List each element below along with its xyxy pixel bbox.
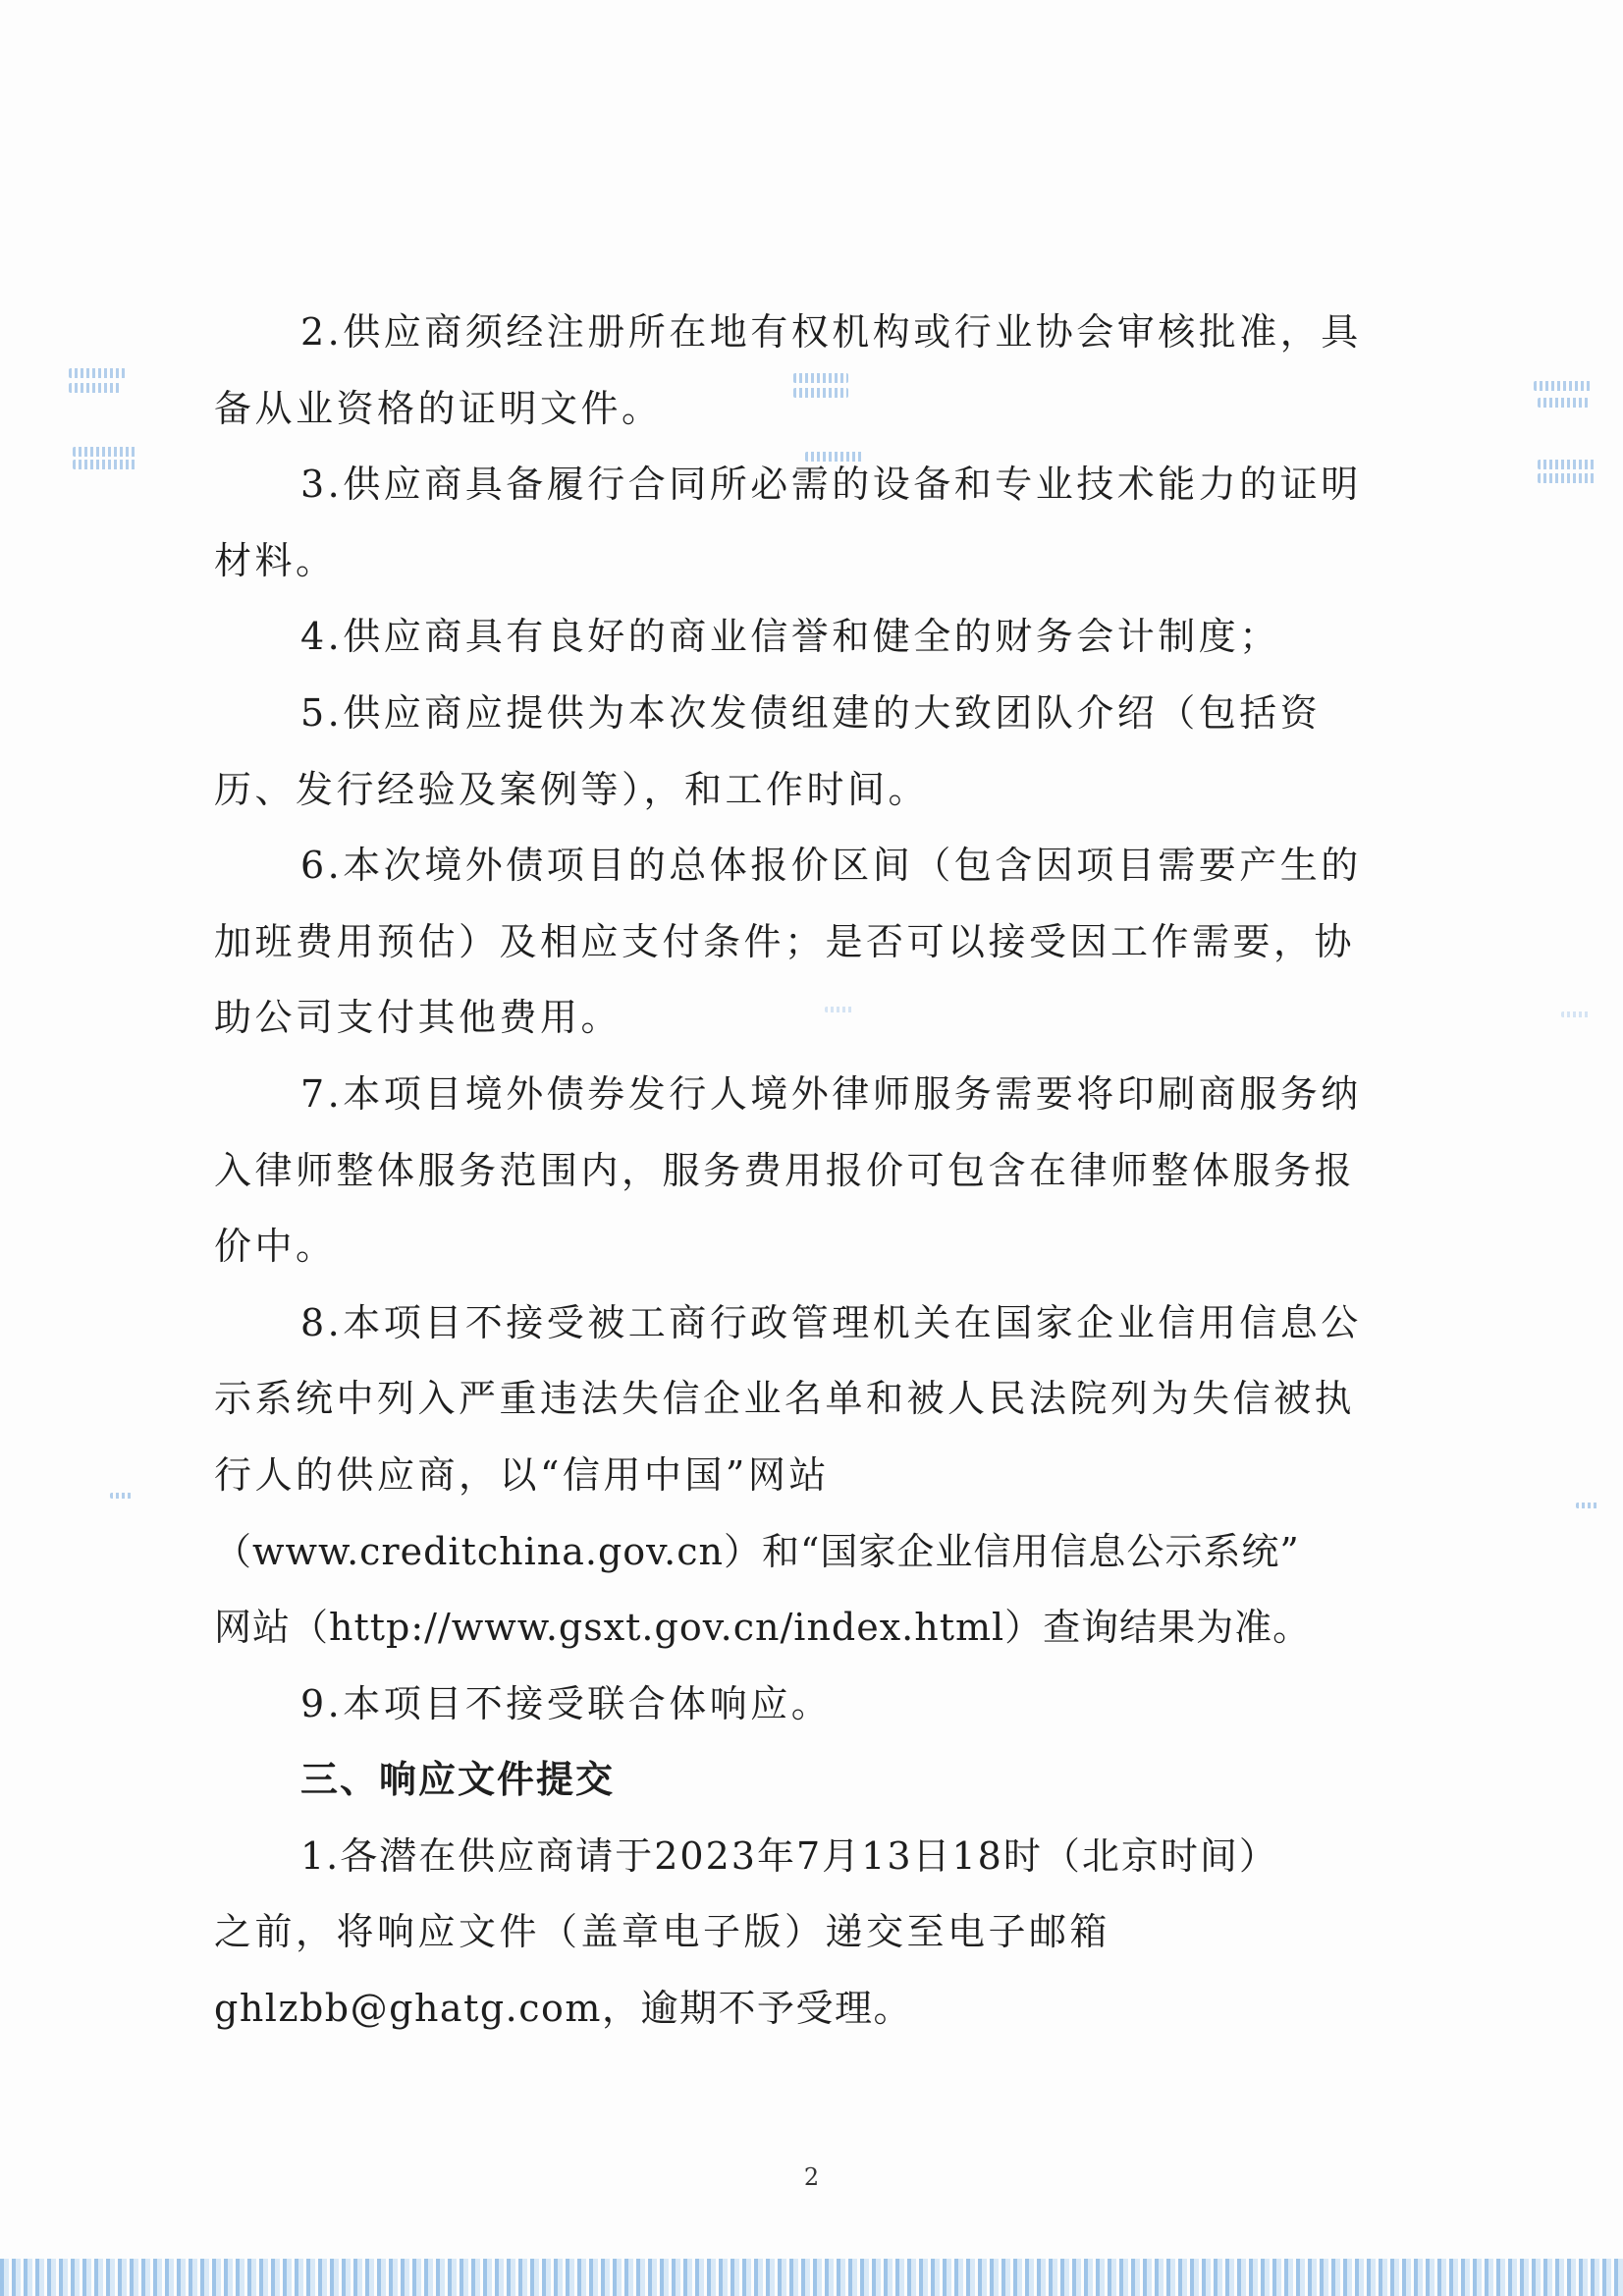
scan-artifact bbox=[1538, 460, 1596, 469]
text-line: 5.供应商应提供为本次发债组建的大致团队介绍（包括资 bbox=[300, 690, 1322, 735]
text-line: 3.供应商具备履行合同所必需的设备和专业技术能力的证明 bbox=[300, 463, 1362, 507]
scan-artifact bbox=[73, 460, 137, 469]
text-line: （www.creditchina.gov.cn）和“国家企业信用信息公示系统” bbox=[214, 1529, 1300, 1573]
text-line: 历、发行经验及案例等），和工作时间。 bbox=[214, 767, 930, 811]
text-line: 1.各潜在供应商请于2023年7月13日18时（北京时间） bbox=[300, 1833, 1278, 1878]
scan-artifact bbox=[1561, 1011, 1591, 1017]
scan-artifact bbox=[69, 368, 126, 378]
scan-artifact bbox=[1534, 381, 1591, 391]
page-number: 2 bbox=[803, 2163, 820, 2191]
text-line: 加班费用预估）及相应支付条件；是否可以接受因工作需要，协 bbox=[214, 919, 1356, 963]
text-line: ghlzbb@ghatg.com，逾期不予受理。 bbox=[214, 1987, 912, 2031]
text-line: 之前，将响应文件（盖章电子版）递交至电子邮箱 bbox=[214, 1910, 1111, 1954]
text-line: 2.供应商须经注册所在地有权机构或行业协会审核批准，具 bbox=[300, 310, 1362, 354]
text-line: 备从业资格的证明文件。 bbox=[214, 386, 663, 430]
section-heading: 三、响应文件提交 bbox=[300, 1758, 616, 1802]
text-line: 4.供应商具有良好的商业信誉和健全的财务会计制度； bbox=[300, 615, 1280, 659]
scan-artifact bbox=[69, 383, 120, 393]
document-body bbox=[214, 295, 1441, 2048]
text-line: 7.本项目境外债券发行人境外律师服务需要将印刷商服务纳 bbox=[300, 1071, 1362, 1116]
text-line: 网站（http://www.gsxt.gov.cn/index.html）查询结果为准。 bbox=[214, 1606, 1312, 1650]
scan-artifact-band bbox=[0, 2259, 1623, 2296]
scan-artifact bbox=[1538, 398, 1589, 408]
scan-artifact bbox=[73, 447, 137, 457]
text-line: 8.本项目不接受被工商行政管理机关在国家企业信用信息公 bbox=[300, 1300, 1362, 1344]
scan-artifact bbox=[1576, 1503, 1599, 1508]
scan-artifact bbox=[110, 1493, 132, 1499]
text-line: 价中。 bbox=[214, 1225, 337, 1269]
text-line: 9.本项目不接受联合体响应。 bbox=[300, 1681, 833, 1725]
scan-artifact bbox=[1538, 473, 1596, 483]
text-line: 助公司支付其他费用。 bbox=[214, 996, 622, 1040]
text-line: 行人的供应商，以“信用中国”网站 bbox=[214, 1452, 830, 1497]
text-line: 入律师整体服务范围内，服务费用报价可包含在律师整体服务报 bbox=[214, 1148, 1356, 1192]
text-line: 材料。 bbox=[214, 538, 337, 582]
text-line: 示系统中列入严重违法失信企业名单和被人民法院列为失信被执 bbox=[214, 1377, 1356, 1421]
text-line: 6.本次境外债项目的总体报价区间（包含因项目需要产生的 bbox=[300, 844, 1362, 888]
